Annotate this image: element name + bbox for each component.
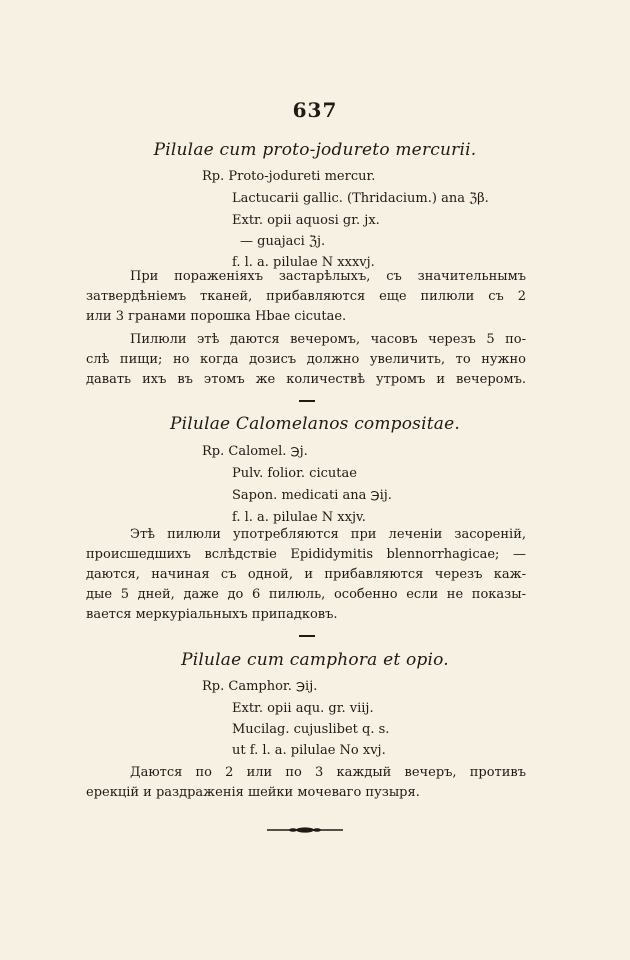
text-line: давать ихъ въ этомъ же количествѣ утромъ и вечеромъ. xyxy=(86,372,526,387)
page-number: 637 xyxy=(292,98,338,122)
text-line: Даются по 2 или по 3 каждый вечеръ, противъ xyxy=(130,765,526,780)
paragraph xyxy=(86,330,526,390)
ornament-tailpiece xyxy=(265,826,345,834)
text-line: ерекцій и раздраженія шейки мочеваго пузыря. xyxy=(86,785,420,800)
paragraph xyxy=(86,763,526,803)
section-heading: Pilulae cum proto-jodureto mercurii. xyxy=(153,140,477,160)
text-line: или 3 гранами порошка Hbae cicutae. xyxy=(86,309,347,324)
recipe-line: Pulv. folior. cicutae xyxy=(232,466,357,481)
recipe-line: f. l. a. pilulae N xxxvj. xyxy=(232,255,375,270)
text-line: даются, начиная съ одной, и прибавляются черезъ каж- xyxy=(86,567,526,582)
paragraph xyxy=(86,267,526,327)
paragraph xyxy=(86,525,526,625)
recipe-line: Sapon. medicati ana ℈ij. xyxy=(232,488,392,503)
recipe-line: Lactucarii gallic. (Thridacium.) ana ℨβ. xyxy=(232,191,489,206)
text-line: При пораженіяхъ застарѣлыхъ, съ значительнымъ xyxy=(130,269,526,284)
text-line: Пилюли этѣ даются вечеромъ, часовъ черезъ 5 по- xyxy=(130,332,526,347)
section-heading: Pilulae Calomelanos compositae. xyxy=(170,414,460,434)
recipe-line: Extr. opii aqu. gr. viij. xyxy=(232,701,374,716)
recipe-line: Mucilag. cujuslibet q. s. xyxy=(232,722,390,737)
recipe-line: f. l. a. pilulae N xxjv. xyxy=(232,510,366,525)
section-divider xyxy=(299,635,315,637)
text-line: происшедшихъ вслѣдствіе Epididymitis blennorrhagicae; — xyxy=(86,547,526,562)
recipe-line: Rp. Calomel. ℈j. xyxy=(202,444,308,459)
recipe-line: Rp. Proto-jodureti mercur. xyxy=(202,169,376,184)
text-line: Этѣ пилюли употребляются при леченіи засореній, xyxy=(130,527,526,542)
text-line: слѣ пищи; но когда дозисъ должно увеличить, то нужно xyxy=(86,352,526,367)
text-line: вается меркуріальныхъ припадковъ. xyxy=(86,607,338,622)
recipe-line: Extr. opii aquosi gr. jx. xyxy=(232,213,380,228)
text-line: дые 5 дней, даже до 6 пилюль, особенно если не показы- xyxy=(86,587,526,602)
text-line: затвердѣніемъ тканей, прибавляются еще пилюли съ 2 xyxy=(86,289,526,304)
section-divider xyxy=(299,400,315,402)
recipe-line: Rp. Camphor. ℈ij. xyxy=(202,679,318,694)
recipe-line: — guajaci ℨj. xyxy=(240,234,326,249)
section-heading: Pilulae cum camphora et opio. xyxy=(181,650,449,670)
recipe-line: ut f. l. a. pilulae No xvj. xyxy=(232,743,386,758)
